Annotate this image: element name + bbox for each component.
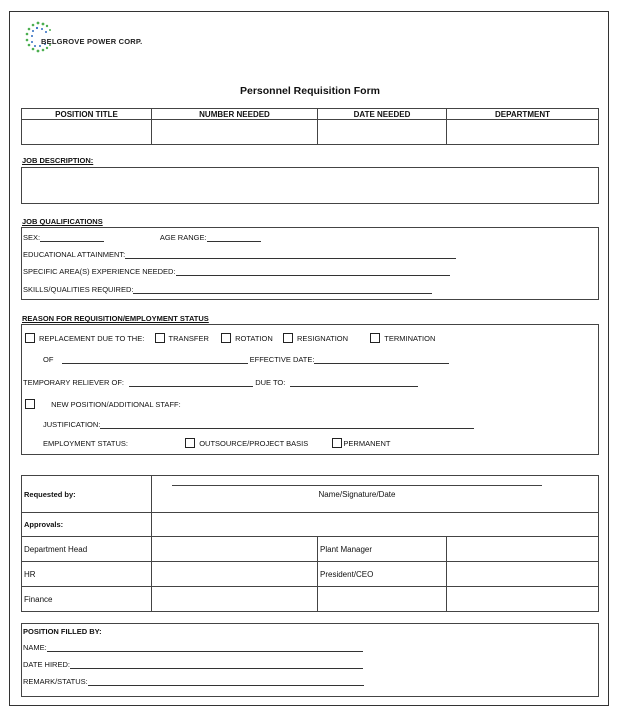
of-field[interactable] (62, 356, 248, 364)
finance-sign-cell[interactable] (152, 587, 318, 612)
education-field[interactable] (125, 251, 456, 259)
permanent-checkbox[interactable] (332, 438, 342, 448)
reason-box (21, 324, 599, 455)
filled-name-row (23, 643, 363, 652)
header-number-needed: NUMBER NEEDED (152, 109, 318, 120)
finance-blank-cell-b (447, 587, 599, 612)
hr-label: HR (22, 562, 152, 587)
position-filled-heading: POSITION FILLED BY: (23, 627, 102, 636)
reason-heading: REASON FOR REQUISITION/EMPLOYMENT STATUS (22, 314, 209, 323)
number-needed-cell[interactable] (152, 120, 318, 145)
outsource-checkbox[interactable] (185, 438, 195, 448)
reliever-label: TEMPORARY RELIEVER OF: (23, 378, 124, 387)
job-qualifications-heading: JOB QUALIFICATIONS (22, 217, 103, 226)
department-cell[interactable] (447, 120, 599, 145)
company-logo (24, 20, 144, 62)
permanent-label: PERMANENT (343, 438, 391, 448)
due-to-label: DUE TO: (255, 378, 286, 387)
due-to-field[interactable] (290, 379, 418, 387)
reliever-field[interactable] (129, 379, 253, 387)
form-page (9, 11, 609, 706)
remark-field[interactable] (88, 678, 364, 686)
header-date-needed: DATE NEEDED (318, 109, 447, 120)
education-row (23, 250, 456, 259)
date-hired-label: DATE HIRED: (23, 660, 70, 669)
department-head-sign-cell[interactable] (152, 537, 318, 562)
reliever-row (23, 378, 418, 387)
president-label: President/CEO (318, 562, 447, 587)
requested-by-label: Requested by: (22, 476, 152, 513)
job-description-box[interactable] (21, 167, 599, 204)
resignation-label: RESIGNATION (296, 333, 349, 343)
rotation-checkbox[interactable] (221, 333, 231, 343)
position-filled-box (21, 623, 599, 697)
skills-label: SKILLS/QUALITIES REQUIRED: (23, 285, 134, 294)
hr-sign-cell[interactable] (152, 562, 318, 587)
experience-row (23, 267, 450, 276)
age-range-label: AGE RANGE: (159, 233, 207, 242)
job-description-heading: JOB DESCRIPTION: (22, 156, 94, 165)
termination-label: TERMINATION (384, 333, 436, 343)
justification-row (43, 420, 474, 429)
experience-label: SPECIFIC AREA(S) EXPERIENCE NEEDED: (23, 267, 176, 276)
plant-manager-label: Plant Manager (318, 537, 447, 562)
remark-row (23, 677, 364, 686)
remark-label: REMARK/STATUS: (23, 677, 88, 686)
header-department: DEPARTMENT (447, 109, 599, 120)
resignation-checkbox[interactable] (283, 333, 293, 343)
experience-field[interactable] (176, 268, 450, 276)
employment-status-label: EMPLOYMENT STATUS: (43, 438, 129, 448)
education-label: EDUCATIONAL ATTAINMENT: (23, 250, 126, 259)
requested-by-signature-cell[interactable] (152, 476, 599, 513)
finance-blank-cell-a (318, 587, 447, 612)
sex-field[interactable] (40, 234, 104, 242)
plant-manager-sign-cell[interactable] (447, 537, 599, 562)
termination-checkbox[interactable] (370, 333, 380, 343)
of-label: OF (43, 355, 54, 364)
approvals-table (21, 475, 599, 612)
sex-label: SEX: (23, 233, 41, 242)
header-position-title: POSITION TITLE (22, 109, 152, 120)
new-position-label: NEW POSITION/ADDITIONAL STAFF: (51, 399, 181, 409)
effective-date-label: EFFECTIVE DATE: (249, 355, 315, 364)
date-hired-row (23, 660, 363, 669)
date-hired-field[interactable] (70, 661, 363, 669)
replacement-checkbox[interactable] (25, 333, 35, 343)
justification-field[interactable] (100, 421, 474, 429)
president-sign-cell[interactable] (447, 562, 599, 587)
finance-label: Finance (22, 587, 152, 612)
employment-status-row (43, 438, 391, 448)
company-name: BELGROVE POWER CORP. (41, 37, 143, 46)
skills-field[interactable] (133, 286, 432, 294)
department-head-label: Department Head (22, 537, 152, 562)
age-range-field[interactable] (207, 234, 261, 242)
signature-caption: Name/Signature/Date (318, 490, 396, 499)
skills-row (23, 285, 432, 294)
of-row (43, 355, 449, 364)
replacement-row (25, 333, 435, 343)
approvals-label: Approvals: (22, 513, 152, 537)
outsource-label: OUTSOURCE/PROJECT BASIS (199, 438, 309, 448)
form-title: Personnel Requisition Form (239, 85, 381, 97)
position-table (21, 108, 599, 145)
replacement-label: REPLACEMENT DUE TO THE: (39, 333, 145, 343)
justification-label: JUSTIFICATION: (43, 420, 101, 429)
signature-line (172, 485, 542, 486)
new-position-checkbox[interactable] (25, 399, 35, 409)
rotation-label: ROTATION (235, 333, 273, 343)
sex-row (23, 233, 261, 242)
effective-date-field[interactable] (314, 356, 449, 364)
position-title-cell[interactable] (22, 120, 152, 145)
job-qualifications-box (21, 227, 599, 300)
approvals-blank-cell (152, 513, 599, 537)
new-position-row (25, 399, 181, 409)
transfer-label: TRANSFER (168, 333, 209, 343)
filled-name-field[interactable] (47, 644, 363, 652)
transfer-checkbox[interactable] (155, 333, 165, 343)
filled-name-label: NAME: (23, 643, 47, 652)
date-needed-cell[interactable] (318, 120, 447, 145)
